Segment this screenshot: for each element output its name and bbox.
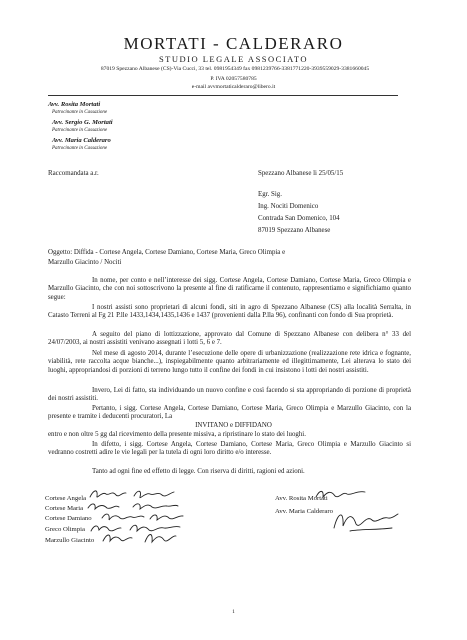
- letterhead-divider: [48, 95, 398, 96]
- lawyer-role-maria: Patrocinante in Cassazione: [52, 146, 108, 151]
- recipient-name: Ing. Nociti Domenico: [258, 203, 319, 210]
- signatory-cortese-damiano: Cortese Damiano: [45, 515, 92, 522]
- paragraph-deadline: entro e non oltre 5 gg dal ricevimento della presente missiva, a ripristinare lo stato dei luoghi.: [48, 431, 306, 438]
- paragraph-properties: I nostri assisti sono proprietari di alcuni fondi, siti in agro di Spezzano Albanese (CS) alla località Serralta, in Catasto Terreni al Fg 21 P.lle 1433,1434,1435,1436 e 1437 (provenienti dalla P.lla 96), confinanti con fondo di Sua proprietà.: [48, 304, 411, 320]
- recipient-salutation: Egr. Sig.: [258, 191, 282, 198]
- closing-line: Tanto ad ogni fine ed effetto di legge. Con riserva di diritti, ragioni ed azioni.: [92, 468, 305, 475]
- paragraph-pertanto: Pertanto, i sigg. Cortese Angela, Cortese Damiano, Cortese Maria, Greco Olimpia e Marzullo Giacinto, con la presente e tramite i deducenti procuratori, La: [48, 405, 411, 421]
- signatory-cortese-maria: Cortese Maria: [45, 505, 84, 512]
- place-date: Spezzano Albanese li 25/05/15: [258, 170, 344, 177]
- firm-vat-number: P. IVA 02057580785: [210, 76, 257, 82]
- handwritten-signature-giacinto: [100, 530, 178, 546]
- firm-subtitle: STUDIO LEGALE ASSOCIATO: [158, 54, 309, 64]
- paragraph-intro: In nome, per conto e nell’interesse dei sigg. Cortese Angela, Cortese Damiano, Cortese Maria, Greco Olimpia e Marzullo Giacinto, che con noi sottoscrivono la presente al fine di ratificarne il contenuto, rappresentiamo e significhiamo quanto segue:: [48, 277, 411, 301]
- firm-name: MORTATI - CALDERARO: [123, 34, 344, 53]
- recipient-city: 87019 Spezzano Albanese: [258, 227, 331, 234]
- invitano-heading: INVITANO e DIFFIDANO: [195, 422, 272, 429]
- lawyer-role-sergio: Patrocinante in Cassazione: [52, 128, 108, 133]
- paragraph-lottizzazione: A seguito del piano di lottizzazione, approvato dal Comune di Spezzano Albanese con delibera n° 33 del 24/07/2003, ai nostri assistiti venivano assegnati i lotti 5, 6 e 7.: [48, 331, 411, 347]
- lawyer-name-rosita: Avv. Rosita Mortati: [48, 101, 101, 108]
- signatory-greco-olimpia: Greco Olimpia: [45, 526, 85, 533]
- paragraph-invero: Invero, Lei di fatto, sta individuando un nuovo confine e così facendo si sta appropriando di porzione di proprietà dei nostri assistiti.: [48, 387, 411, 403]
- lawyer-role-rosita: Patrocinante in Cassazione: [52, 110, 108, 115]
- signatory-cortese-angela: Cortese Angela: [45, 495, 87, 502]
- subject-line-2: Marzullo Giacinto / Nociti: [48, 259, 122, 266]
- firm-address: 87019 Spezzano Albanese (CS)-Via Cucci, 33 tel. 0981954349 fax 0981239766-3381771220-3939559029-3381660045: [100, 66, 370, 72]
- subject-line-1: Oggetto: Diffida - Cortese Angela, Cortese Damiano, Cortese Maria, Greco Olimpia e: [48, 249, 286, 256]
- lawyer-signature-label-maria: Avv. Maria Calderaro: [275, 508, 333, 515]
- paragraph-events: Nel mese di agosto 2014, durante l’esecuzione delle opere di urbanizzazione (realizzazione rete idrica e fognante, viabilità, rete raccolta acque bianche...), inspiegabilmente quanto arbitrariamente ed illegittimamente, Lei alterava lo stato dei luoghi, appropriandosi di porzioni di terreno lungo tutto il confine dei fondi in cui insistono i lotti dei nostri assistiti.: [48, 350, 411, 374]
- handwritten-signature-rosita: [313, 487, 368, 501]
- firm-email: e-mail avvmortaticalderaro@libero.it: [191, 84, 276, 90]
- handwritten-signature-angela: [88, 487, 178, 501]
- handwritten-signature-lawyer: [330, 506, 400, 534]
- recipient-street: Contrada San Domenico, 104: [258, 215, 340, 222]
- paragraph-difetto: In difetto, i sigg. Cortese Angela, Cortese Damiano, Cortese Maria, Greco Olimpia e Marzullo Giacinto si vedranno costretti adire le vie legali per la tutela di ogni loro diritto e/o interesse.: [48, 441, 411, 457]
- delivery-method: Raccomandata a.r.: [48, 170, 99, 177]
- lawyer-name-sergio: Avv. Sergio G. Mortati: [52, 119, 113, 126]
- lawyer-name-maria: Avv. Maria Calderaro: [52, 137, 111, 144]
- lawyer-signature-label-rosita: Avv. Rosita Mortati: [275, 495, 328, 502]
- page-number: 1: [232, 609, 235, 615]
- signatory-marzullo-giacinto: Marzullo Giacinto: [45, 537, 95, 544]
